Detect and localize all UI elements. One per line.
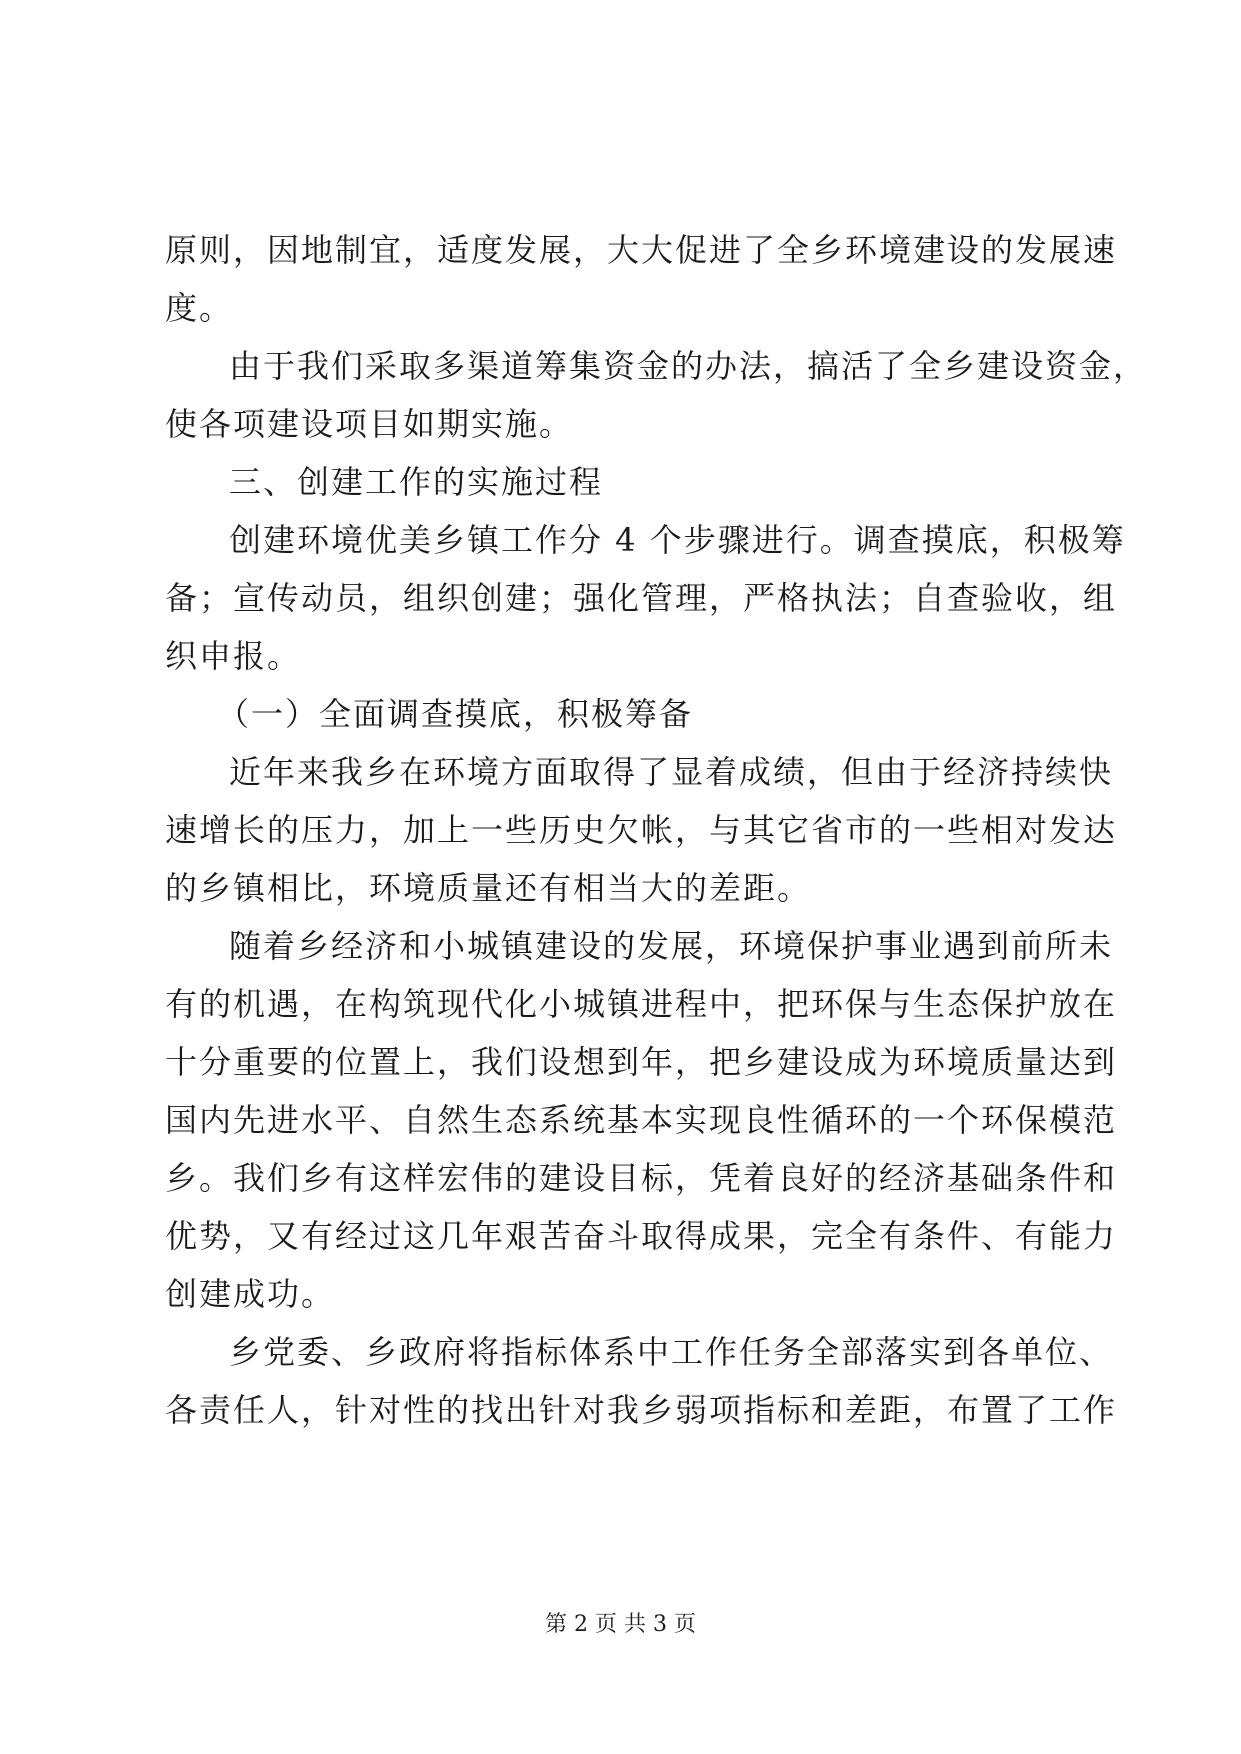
- page-number-footer: 第 2 页 共 3 页: [545, 1612, 696, 1637]
- section-heading: 三、创建工作的实施过程: [229, 463, 604, 501]
- text-line: 国内先进水平、自然生态系统基本实现良性循环的一个环保模范: [165, 1101, 1118, 1139]
- text-line: 有的机遇，在构筑现代化小城镇进程中，把环保与生态保护放在: [165, 985, 1118, 1023]
- subsection-heading: （一）全面调查摸底，积极筹备: [217, 695, 694, 733]
- text-line: 使各项建设项目如期实施。: [165, 405, 574, 443]
- text-line: 乡党委、乡政府将指标体系中工作任务全部落实到各单位、: [229, 1333, 1114, 1371]
- text-line: 速增长的压力，加上一些历史欠帐，与其它省市的一些相对发达: [165, 811, 1118, 849]
- text-line: 原则，因地制宜，适度发展，大大促进了全乡环境建设的发展速: [165, 231, 1118, 269]
- text-line: 乡。我们乡有这样宏伟的建设目标，凭着良好的经济基础条件和: [165, 1159, 1118, 1197]
- text-line: 备；宣传动员，组织创建；强化管理，严格执法；自查验收，组: [165, 579, 1118, 617]
- text-line: 十分重要的位置上，我们设想到年，把乡建设成为环境质量达到: [165, 1043, 1118, 1081]
- text-line: 由于我们采取多渠道筹集资金的办法，搞活了全乡建设资金，: [229, 347, 1148, 385]
- text-line: 的乡镇相比，环境质量还有相当大的差距。: [165, 869, 812, 907]
- text-line: 优势，又有经过这几年艰苦奋斗取得成果，完全有条件、有能力: [165, 1217, 1118, 1255]
- text-line: 创建环境优美乡镇工作分 4 个步骤进行。调查摸底，积极筹: [229, 521, 1126, 559]
- text-line: 织申报。: [165, 637, 302, 675]
- text-line: 创建成功。: [165, 1275, 336, 1313]
- text-line: 随着乡经济和小城镇建设的发展，环境保护事业遇到前所未: [229, 927, 1114, 965]
- text-line: 度。: [165, 289, 234, 327]
- text-line: 各责任人，针对性的找出针对我乡弱项指标和差距，布置了工作: [165, 1391, 1118, 1429]
- text-line: 近年来我乡在环境方面取得了显着成绩，但由于经济持续快: [229, 753, 1114, 791]
